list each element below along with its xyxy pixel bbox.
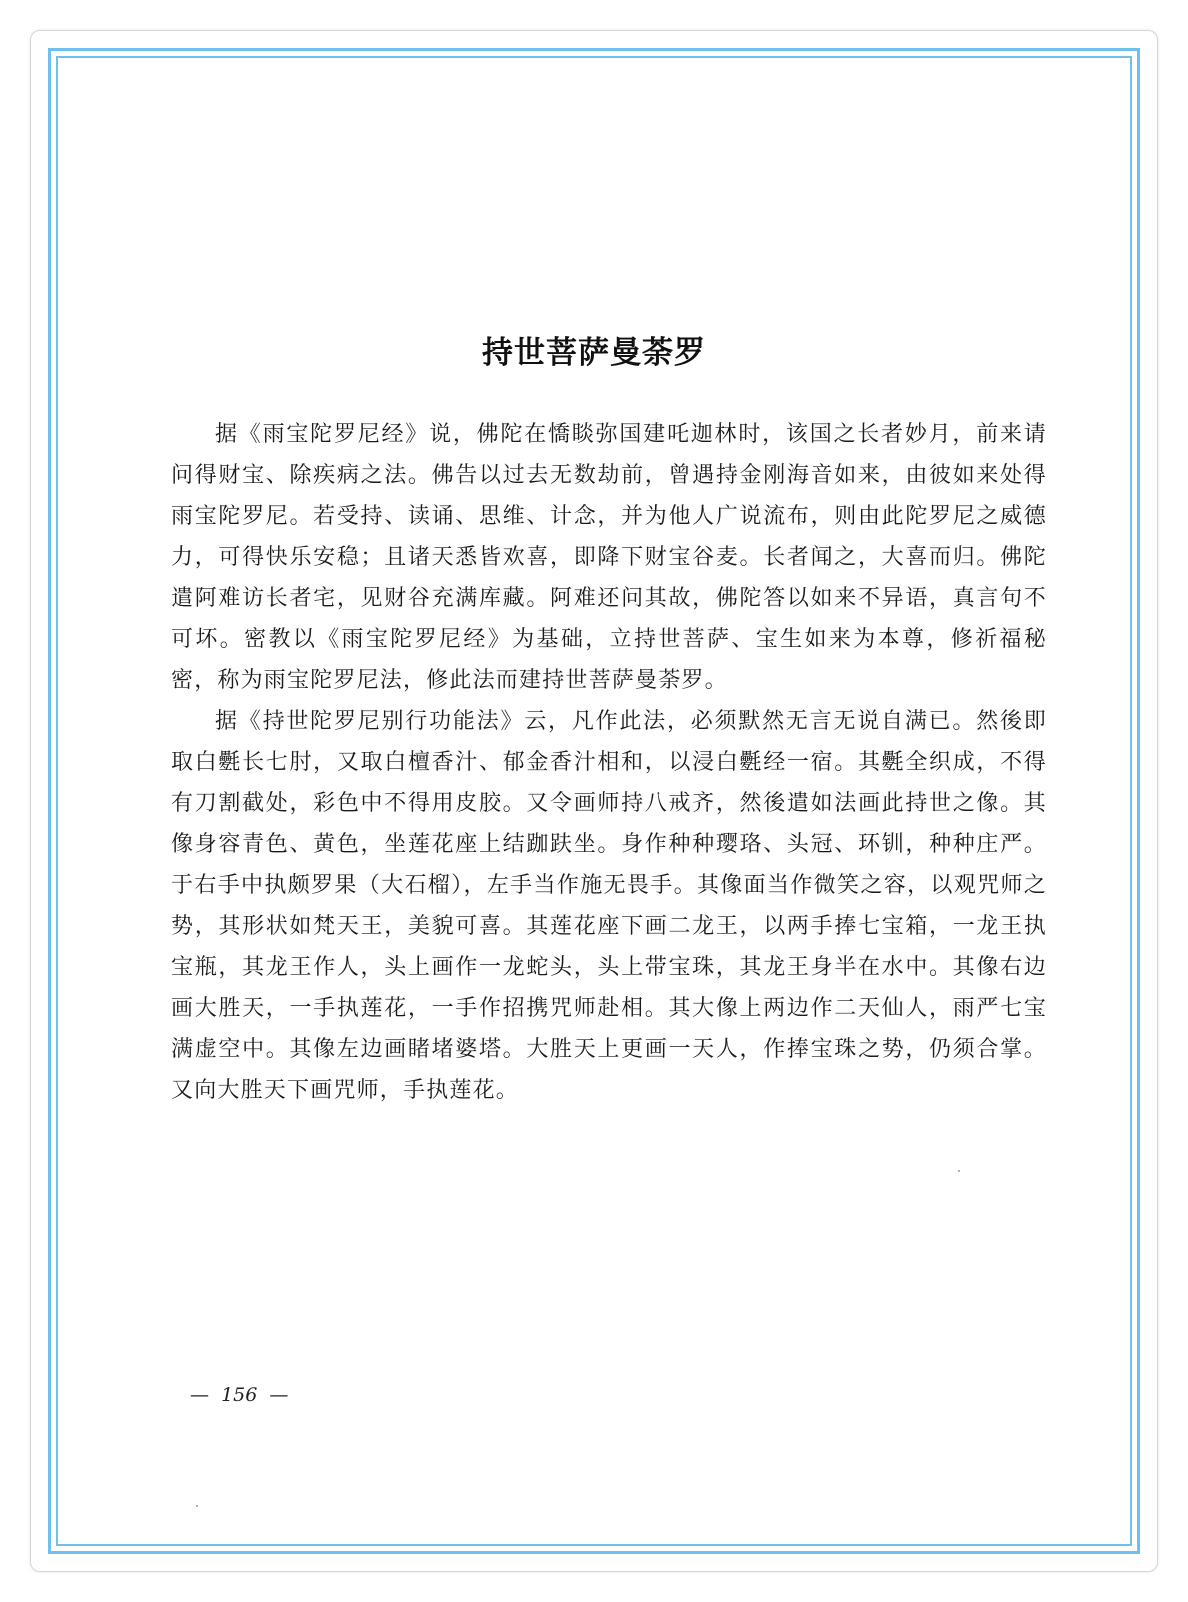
page-title: 持世菩萨曼荼罗 bbox=[482, 335, 706, 371]
page-number: — 156 — bbox=[190, 1384, 289, 1406]
paragraph-1: 据《雨宝陀罗尼经》说，佛陀在憍睒弥国建吒迦林时，该国之长者妙月，前来请问得财宝、除疾病之法。佛告以过去无数劫前，曾遇持金刚海音如来，由彼如来处得雨宝陀罗尼。若受持、读诵、思维、计念，并为他人广说流布，则由此陀罗尼之威德力，可得快乐安稳；且诸天悉皆欢喜，即降下财宝谷麦。长者闻之，大喜而归。佛陀遣阿难访长者宅，见财谷充满库藏。阿难还问其故，佛陀答以如来不异语，真言句不可坏。密教以《雨宝陀罗尼经》为基础，立持世菩萨、宝生如来为本尊，修祈福秘密，称为雨宝陀罗尼法，修此法而建持世菩萨曼荼罗。 bbox=[171, 422, 1047, 693]
body-text bbox=[171, 414, 1047, 1111]
paragraph-2: 据《持世陀罗尼别行功能法》云，凡作此法，必须默然无言无说自满已。然後即取白氎长七肘，又取白檀香汁、郁金香汁相和，以浸白氎经一宿。其氎全织成，不得有刀割截处，彩色中不得用皮胶。又令画师持八戒齐，然後遣如法画此持世之像。其像身容青色、黄色，坐莲花座上结跏趺坐。身作种种璎珞、头冠、环钏，种种庄严。于右手中执颇罗果（大石榴），左手当作施无畏手。其像面当作微笑之容，以观咒师之势，其形状如梵天王，美貌可喜。其莲花座下画二龙王，以两手捧七宝箱，一龙王执宝瓶，其龙王作人，头上画作一龙蛇头，头上带宝珠，其龙王身半在水中。其像右边画大胜天，一手执莲花，一手作招携咒师赴相。其大像上两边作二天仙人，雨严七宝满虚空中。其像左边画睹堵婆塔。大胜天上更画一天人，作捧宝珠之势，仍须合掌。又向大胜天下画咒师，手执莲花。 bbox=[171, 709, 1047, 1103]
scan-speck bbox=[196, 1505, 198, 1507]
scan-speck bbox=[958, 1170, 960, 1172]
